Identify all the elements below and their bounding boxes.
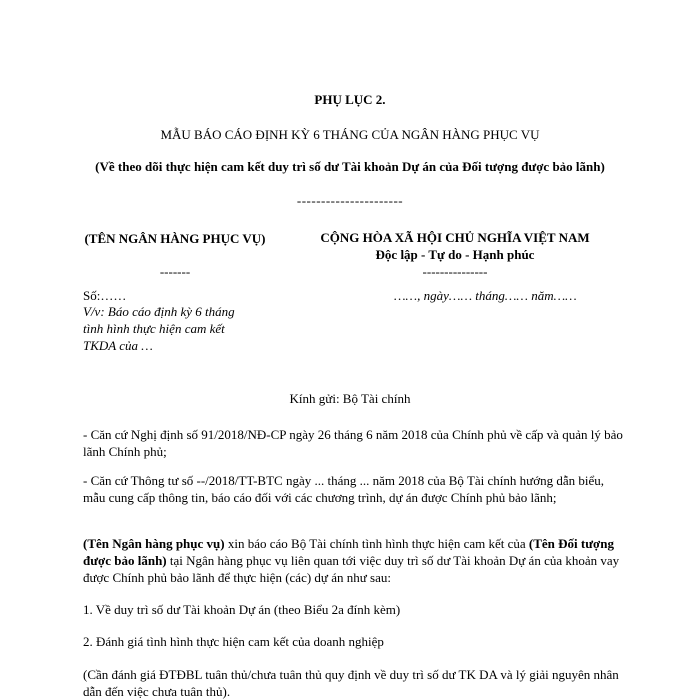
document-number: Số:…… bbox=[83, 288, 127, 303]
appendix-label: PHỤ LỤC 2. bbox=[314, 92, 386, 107]
section-item-1: 1. Về duy trì số dư Tài khoản Dự án (theo Biểu 2a đính kèm) bbox=[83, 602, 401, 617]
motto-divider: --------------- bbox=[422, 264, 488, 279]
bank-divider: ------- bbox=[159, 264, 191, 279]
report-text-2: tại Ngân hàng phục vụ liên quan tới việc duy trì số dư Tài khoản Dự án của khoản vay được Chính phủ bảo lãnh để thực hiện (các) dự án như sau: bbox=[83, 553, 620, 585]
salutation: Kính gửi: Bộ Tài chính bbox=[289, 391, 411, 406]
national-motto: Độc lập - Tự do - Hạnh phúc bbox=[375, 247, 535, 262]
section-item-2: 2. Đánh giá tình hình thực hiện cam kết của doanh nghiệp bbox=[83, 634, 384, 649]
legal-basis-2: - Căn cứ Thông tư số --/2018/TT-BTC ngày ... tháng ... năm 2018 của Bộ Tài chính hướng dẫn biểu, mẫu cung cấp thông tin, báo cáo đối với các chương trình, dự án được Chính phủ bảo lãnh; bbox=[83, 473, 604, 505]
entity-name-ref: (Tên Đối tượng được bảo lãnh) bbox=[83, 536, 614, 568]
subject-line: V/v: Báo cáo định kỳ 6 tháng tình hình thực hiện cam kết TKDA của … bbox=[83, 304, 235, 353]
national-title: CỘNG HÒA XÃ HỘI CHỦ NGHĨA VIỆT NAM bbox=[320, 230, 590, 245]
bank-name: (TÊN NGÂN HÀNG PHỤC VỤ) bbox=[84, 231, 266, 246]
date-line: ……, ngày…… tháng…… năm…… bbox=[394, 288, 577, 303]
subtitle-divider: ---------------------- bbox=[296, 193, 404, 208]
report-paragraph bbox=[83, 535, 623, 586]
document-subtitle: (Về theo dõi thực hiện cam kết duy trì số dư Tài khoản Dự án của Đối tượng được bảo lãnh) bbox=[95, 159, 605, 174]
bank-name-ref: (Tên Ngân hàng phục vụ) bbox=[83, 536, 225, 551]
document-title: MẪU BÁO CÁO ĐỊNH KỲ 6 THÁNG CỦA NGÂN HÀNG PHỤC VỤ bbox=[160, 127, 540, 142]
legal-basis-1: - Căn cứ Nghị định số 91/2018/NĐ-CP ngày 26 tháng 6 năm 2018 của Chính phủ về cấp và quản lý bảo lãnh Chính phủ; bbox=[83, 427, 623, 459]
report-text-1: xin báo cáo Bộ Tài chính tình hình thực hiện cam kết của bbox=[224, 536, 529, 551]
evaluation-note: (Cần đánh giá ĐTĐBL tuân thủ/chưa tuân thủ quy định về duy trì số dư TK DA và lý giải nguyên nhân dẫn đến việc chưa tuân thủ). bbox=[83, 667, 619, 699]
